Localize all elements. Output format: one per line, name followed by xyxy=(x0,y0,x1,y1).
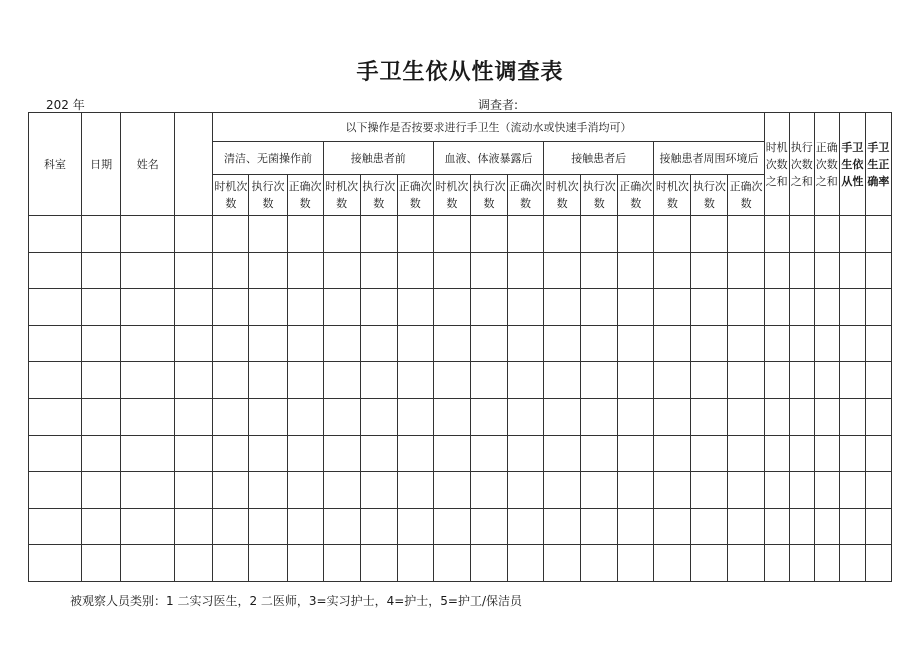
table-cell[interactable] xyxy=(865,362,891,399)
table-cell[interactable] xyxy=(618,325,654,362)
table-cell[interactable] xyxy=(82,289,121,326)
table-cell[interactable] xyxy=(249,472,287,509)
table-cell[interactable] xyxy=(789,289,814,326)
header-group-5: 接触患者周围环境后 xyxy=(654,142,764,175)
table-cell[interactable] xyxy=(618,398,654,435)
table-cell[interactable] xyxy=(121,435,175,472)
table-cell[interactable] xyxy=(865,289,891,326)
table-cell[interactable] xyxy=(581,435,618,472)
table-cell[interactable] xyxy=(433,508,470,545)
table-cell[interactable] xyxy=(789,216,814,253)
table-cell[interactable] xyxy=(544,289,581,326)
header-department: 科室 xyxy=(29,113,82,216)
table-cell[interactable] xyxy=(249,289,287,326)
table-cell[interactable] xyxy=(789,435,814,472)
table-cell[interactable] xyxy=(29,472,82,509)
table-cell[interactable] xyxy=(175,435,213,472)
table-cell[interactable] xyxy=(397,362,433,399)
table-cell[interactable] xyxy=(82,216,121,253)
table-cell[interactable] xyxy=(433,216,470,253)
table-cell[interactable] xyxy=(839,289,865,326)
table-cell[interactable] xyxy=(865,545,891,582)
table-cell[interactable] xyxy=(789,325,814,362)
table-cell[interactable] xyxy=(121,289,175,326)
table-cell[interactable] xyxy=(287,435,323,472)
table-cell[interactable] xyxy=(323,289,360,326)
table-cell[interactable] xyxy=(544,325,581,362)
header-sub-5-1: 时机次数 xyxy=(654,175,691,216)
table-cell[interactable] xyxy=(213,216,249,253)
table-cell[interactable] xyxy=(581,216,618,253)
table-cell[interactable] xyxy=(508,289,544,326)
table-row xyxy=(29,398,892,435)
table-cell[interactable] xyxy=(654,398,691,435)
table-cell[interactable] xyxy=(789,472,814,509)
table-cell[interactable] xyxy=(814,508,839,545)
table-row xyxy=(29,545,892,582)
table-cell[interactable] xyxy=(360,472,397,509)
header-sub-4-1: 时机次数 xyxy=(544,175,581,216)
header-group-2: 接触患者前 xyxy=(323,142,433,175)
table-cell[interactable] xyxy=(814,435,839,472)
table-cell[interactable] xyxy=(213,289,249,326)
table-cell[interactable] xyxy=(470,472,507,509)
table-cell[interactable] xyxy=(814,398,839,435)
table-cell[interactable] xyxy=(249,252,287,289)
table-cell[interactable] xyxy=(544,435,581,472)
table-cell[interactable] xyxy=(360,325,397,362)
table-cell[interactable] xyxy=(29,216,82,253)
table-cell[interactable] xyxy=(654,362,691,399)
table-row xyxy=(29,362,892,399)
table-cell[interactable] xyxy=(654,325,691,362)
table-cell[interactable] xyxy=(470,252,507,289)
header-group-3: 血液、体液暴露后 xyxy=(433,142,543,175)
table-cell[interactable] xyxy=(213,398,249,435)
table-cell[interactable] xyxy=(508,435,544,472)
header-group-1: 清洁、无菌操作前 xyxy=(213,142,323,175)
table-cell[interactable] xyxy=(839,216,865,253)
table-cell[interactable] xyxy=(287,398,323,435)
table-cell[interactable] xyxy=(121,508,175,545)
table-cell[interactable] xyxy=(175,362,213,399)
table-cell[interactable] xyxy=(397,252,433,289)
table-cell[interactable] xyxy=(789,398,814,435)
table-cell[interactable] xyxy=(764,216,789,253)
table-cell[interactable] xyxy=(728,472,764,509)
table-cell[interactable] xyxy=(29,362,82,399)
table-cell[interactable] xyxy=(764,545,789,582)
table-cell[interactable] xyxy=(618,216,654,253)
table-cell[interactable] xyxy=(82,398,121,435)
investigator-label: 调查者: xyxy=(478,98,519,112)
header-compliance: 手卫生依从性 xyxy=(839,113,865,216)
table-cell[interactable] xyxy=(213,545,249,582)
table-cell[interactable] xyxy=(691,252,728,289)
table-cell[interactable] xyxy=(323,398,360,435)
table-cell[interactable] xyxy=(764,472,789,509)
table-cell[interactable] xyxy=(789,545,814,582)
table-cell[interactable] xyxy=(728,435,764,472)
table-cell[interactable] xyxy=(175,216,213,253)
year-label: 202 年 xyxy=(46,98,85,112)
header-sub-2-1: 时机次数 xyxy=(323,175,360,216)
header-sub-4-2: 执行次数 xyxy=(581,175,618,216)
table-cell[interactable] xyxy=(29,508,82,545)
table-cell[interactable] xyxy=(839,362,865,399)
table-cell[interactable] xyxy=(397,216,433,253)
table-cell[interactable] xyxy=(323,362,360,399)
table-cell[interactable] xyxy=(175,398,213,435)
table-cell[interactable] xyxy=(544,508,581,545)
table-row xyxy=(29,252,892,289)
table-cell[interactable] xyxy=(764,325,789,362)
table-cell[interactable] xyxy=(470,545,507,582)
table-cell[interactable] xyxy=(470,435,507,472)
table-cell[interactable] xyxy=(865,216,891,253)
table-cell[interactable] xyxy=(814,362,839,399)
table-cell[interactable] xyxy=(581,325,618,362)
table-cell[interactable] xyxy=(691,216,728,253)
header-name: 姓名 xyxy=(121,113,175,216)
table-cell[interactable] xyxy=(213,472,249,509)
survey-table xyxy=(28,112,892,582)
header-sub-3-3: 正确次数 xyxy=(508,175,544,216)
table-cell[interactable] xyxy=(121,216,175,253)
table-row xyxy=(29,472,892,509)
table-cell[interactable] xyxy=(249,362,287,399)
table-cell[interactable] xyxy=(654,508,691,545)
table-cell[interactable] xyxy=(29,252,82,289)
table-cell[interactable] xyxy=(865,398,891,435)
table-cell[interactable] xyxy=(544,252,581,289)
page-title: 手卫生依从性调查表 xyxy=(356,60,564,85)
table-cell[interactable] xyxy=(433,325,470,362)
table-cell[interactable] xyxy=(121,545,175,582)
table-cell[interactable] xyxy=(839,252,865,289)
table-cell[interactable] xyxy=(360,289,397,326)
table-cell[interactable] xyxy=(581,508,618,545)
table-cell[interactable] xyxy=(249,435,287,472)
table-cell[interactable] xyxy=(618,289,654,326)
table-cell[interactable] xyxy=(29,289,82,326)
table-cell[interactable] xyxy=(82,508,121,545)
table-cell[interactable] xyxy=(691,325,728,362)
table-cell[interactable] xyxy=(433,435,470,472)
table-cell[interactable] xyxy=(764,435,789,472)
table-cell[interactable] xyxy=(397,398,433,435)
table-cell[interactable] xyxy=(764,289,789,326)
header-group-4: 接触患者后 xyxy=(544,142,654,175)
table-cell[interactable] xyxy=(789,362,814,399)
table-cell[interactable] xyxy=(360,362,397,399)
header-sub-2-3: 正确次数 xyxy=(397,175,433,216)
table-cell[interactable] xyxy=(323,472,360,509)
table-cell[interactable] xyxy=(618,545,654,582)
table-cell[interactable] xyxy=(691,398,728,435)
header-date: 日期 xyxy=(82,113,121,216)
table-cell[interactable] xyxy=(82,362,121,399)
table-cell[interactable] xyxy=(508,508,544,545)
table-cell[interactable] xyxy=(764,252,789,289)
table-cell[interactable] xyxy=(470,508,507,545)
table-cell[interactable] xyxy=(728,508,764,545)
table-cell[interactable] xyxy=(654,545,691,582)
table-cell[interactable] xyxy=(249,216,287,253)
table-cell[interactable] xyxy=(654,252,691,289)
table-cell[interactable] xyxy=(175,508,213,545)
table-cell[interactable] xyxy=(397,545,433,582)
table-cell[interactable] xyxy=(865,252,891,289)
table-cell[interactable] xyxy=(508,545,544,582)
table-cell[interactable] xyxy=(544,472,581,509)
table-cell[interactable] xyxy=(360,435,397,472)
table-cell[interactable] xyxy=(691,289,728,326)
table-cell[interactable] xyxy=(323,508,360,545)
header-sub-1-3: 正确次数 xyxy=(287,175,323,216)
table-cell[interactable] xyxy=(397,435,433,472)
table-cell[interactable] xyxy=(433,472,470,509)
table-cell[interactable] xyxy=(323,435,360,472)
table-cell[interactable] xyxy=(360,398,397,435)
table-cell[interactable] xyxy=(865,472,891,509)
table-cell[interactable] xyxy=(728,216,764,253)
table-cell[interactable] xyxy=(691,362,728,399)
table-cell[interactable] xyxy=(213,252,249,289)
table-cell[interactable] xyxy=(865,508,891,545)
header-sub-2-2: 执行次数 xyxy=(360,175,397,216)
table-cell[interactable] xyxy=(213,325,249,362)
table-cell[interactable] xyxy=(323,252,360,289)
table-cell[interactable] xyxy=(839,398,865,435)
table-cell[interactable] xyxy=(287,545,323,582)
header-sub-1-1: 时机次数 xyxy=(213,175,249,216)
table-cell[interactable] xyxy=(789,252,814,289)
table-cell[interactable] xyxy=(581,289,618,326)
table-cell[interactable] xyxy=(508,472,544,509)
table-cell[interactable] xyxy=(789,508,814,545)
table-cell[interactable] xyxy=(175,545,213,582)
table-cell[interactable] xyxy=(581,472,618,509)
table-cell[interactable] xyxy=(82,435,121,472)
table-cell[interactable] xyxy=(287,216,323,253)
header-sub-5-3: 正确次数 xyxy=(728,175,764,216)
table-cell[interactable] xyxy=(508,362,544,399)
table-cell[interactable] xyxy=(433,545,470,582)
table-cell[interactable] xyxy=(764,362,789,399)
table-cell[interactable] xyxy=(249,545,287,582)
table-cell[interactable] xyxy=(691,472,728,509)
table-cell[interactable] xyxy=(287,325,323,362)
table-cell[interactable] xyxy=(544,545,581,582)
table-cell[interactable] xyxy=(470,398,507,435)
table-cell[interactable] xyxy=(865,325,891,362)
table-cell[interactable] xyxy=(29,398,82,435)
table-cell[interactable] xyxy=(544,216,581,253)
table-cell[interactable] xyxy=(814,252,839,289)
table-cell[interactable] xyxy=(618,435,654,472)
table-cell[interactable] xyxy=(29,435,82,472)
table-cell[interactable] xyxy=(249,398,287,435)
table-cell[interactable] xyxy=(213,362,249,399)
table-cell[interactable] xyxy=(618,508,654,545)
table-cell[interactable] xyxy=(839,545,865,582)
table-cell[interactable] xyxy=(470,216,507,253)
table-cell[interactable] xyxy=(397,508,433,545)
table-cell[interactable] xyxy=(728,325,764,362)
table-cell[interactable] xyxy=(728,398,764,435)
table-cell[interactable] xyxy=(397,289,433,326)
table-cell[interactable] xyxy=(397,472,433,509)
table-cell[interactable] xyxy=(287,508,323,545)
table-cell[interactable] xyxy=(865,435,891,472)
header-sub-1-2: 执行次数 xyxy=(249,175,287,216)
table-cell[interactable] xyxy=(728,289,764,326)
table-cell[interactable] xyxy=(508,216,544,253)
header-sub-3-2: 执行次数 xyxy=(470,175,507,216)
table-cell[interactable] xyxy=(433,362,470,399)
table-cell[interactable] xyxy=(764,398,789,435)
table-cell[interactable] xyxy=(249,325,287,362)
table-cell[interactable] xyxy=(618,362,654,399)
table-cell[interactable] xyxy=(654,216,691,253)
table-cell[interactable] xyxy=(839,472,865,509)
header-main: 以下操作是否按要求进行手卫生（流动水或快速手消均可） xyxy=(213,113,764,142)
table-cell[interactable] xyxy=(814,545,839,582)
table-cell[interactable] xyxy=(691,545,728,582)
table-cell[interactable] xyxy=(728,252,764,289)
table-cell[interactable] xyxy=(121,398,175,435)
table-cell[interactable] xyxy=(814,325,839,362)
table-cell[interactable] xyxy=(618,252,654,289)
table-cell[interactable] xyxy=(287,362,323,399)
header-sum-execution: 执行次数之和 xyxy=(789,113,814,216)
table-cell[interactable] xyxy=(121,362,175,399)
table-cell[interactable] xyxy=(433,398,470,435)
table-cell[interactable] xyxy=(121,252,175,289)
table-cell[interactable] xyxy=(691,435,728,472)
table-cell[interactable] xyxy=(287,472,323,509)
table-cell[interactable] xyxy=(470,325,507,362)
table-cell[interactable] xyxy=(691,508,728,545)
table-cell[interactable] xyxy=(508,252,544,289)
table-cell[interactable] xyxy=(654,472,691,509)
table-cell[interactable] xyxy=(581,362,618,399)
header-sum-opportunity: 时机次数之和 xyxy=(764,113,789,216)
table-cell[interactable] xyxy=(287,252,323,289)
table-cell[interactable] xyxy=(213,508,249,545)
table-cell[interactable] xyxy=(29,545,82,582)
table-cell[interactable] xyxy=(839,325,865,362)
table-cell[interactable] xyxy=(397,325,433,362)
table-row xyxy=(29,325,892,362)
table-cell[interactable] xyxy=(581,398,618,435)
table-cell[interactable] xyxy=(814,289,839,326)
table-cell[interactable] xyxy=(287,289,323,326)
header-correct-rate: 手卫生正确率 xyxy=(865,113,891,216)
table-cell[interactable] xyxy=(360,508,397,545)
table-cell[interactable] xyxy=(175,252,213,289)
table-cell[interactable] xyxy=(82,325,121,362)
table-cell[interactable] xyxy=(29,325,82,362)
table-cell[interactable] xyxy=(82,252,121,289)
table-cell[interactable] xyxy=(544,398,581,435)
table-cell[interactable] xyxy=(323,545,360,582)
table-row xyxy=(29,508,892,545)
table-cell[interactable] xyxy=(508,325,544,362)
table-cell[interactable] xyxy=(323,325,360,362)
table-cell[interactable] xyxy=(175,325,213,362)
table-cell[interactable] xyxy=(433,252,470,289)
table-cell[interactable] xyxy=(470,289,507,326)
table-cell[interactable] xyxy=(249,508,287,545)
table-cell[interactable] xyxy=(654,289,691,326)
header-blank xyxy=(175,113,213,216)
table-cell[interactable] xyxy=(433,289,470,326)
table-cell[interactable] xyxy=(728,545,764,582)
table-cell[interactable] xyxy=(814,472,839,509)
table-cell[interactable] xyxy=(839,435,865,472)
table-cell[interactable] xyxy=(175,472,213,509)
table-cell[interactable] xyxy=(360,545,397,582)
table-cell[interactable] xyxy=(839,508,865,545)
header-sub-3-1: 时机次数 xyxy=(433,175,470,216)
table-cell[interactable] xyxy=(581,252,618,289)
table-cell[interactable] xyxy=(764,508,789,545)
table-row xyxy=(29,289,892,326)
header-sum-correct: 正确次数之和 xyxy=(814,113,839,216)
legend-note: 被观察人员类别：1 二实习医生，2 二医师，3=实习护士，4=护士，5=护工/保洁员 xyxy=(70,594,523,608)
table-cell[interactable] xyxy=(508,398,544,435)
table-cell[interactable] xyxy=(470,362,507,399)
table-cell[interactable] xyxy=(121,472,175,509)
header-sub-5-2: 执行次数 xyxy=(691,175,728,216)
table-cell[interactable] xyxy=(360,252,397,289)
table-cell[interactable] xyxy=(544,362,581,399)
table-cell[interactable] xyxy=(581,545,618,582)
table-cell[interactable] xyxy=(175,289,213,326)
table-cell[interactable] xyxy=(360,216,397,253)
table-cell[interactable] xyxy=(121,325,175,362)
table-cell[interactable] xyxy=(82,472,121,509)
table-row xyxy=(29,216,892,253)
table-cell[interactable] xyxy=(814,216,839,253)
table-row xyxy=(29,435,892,472)
table-cell[interactable] xyxy=(323,216,360,253)
table-cell[interactable] xyxy=(728,362,764,399)
header-sub-4-3: 正确次数 xyxy=(618,175,654,216)
table-cell[interactable] xyxy=(618,472,654,509)
table-cell[interactable] xyxy=(654,435,691,472)
table-cell[interactable] xyxy=(82,545,121,582)
table-cell[interactable] xyxy=(213,435,249,472)
